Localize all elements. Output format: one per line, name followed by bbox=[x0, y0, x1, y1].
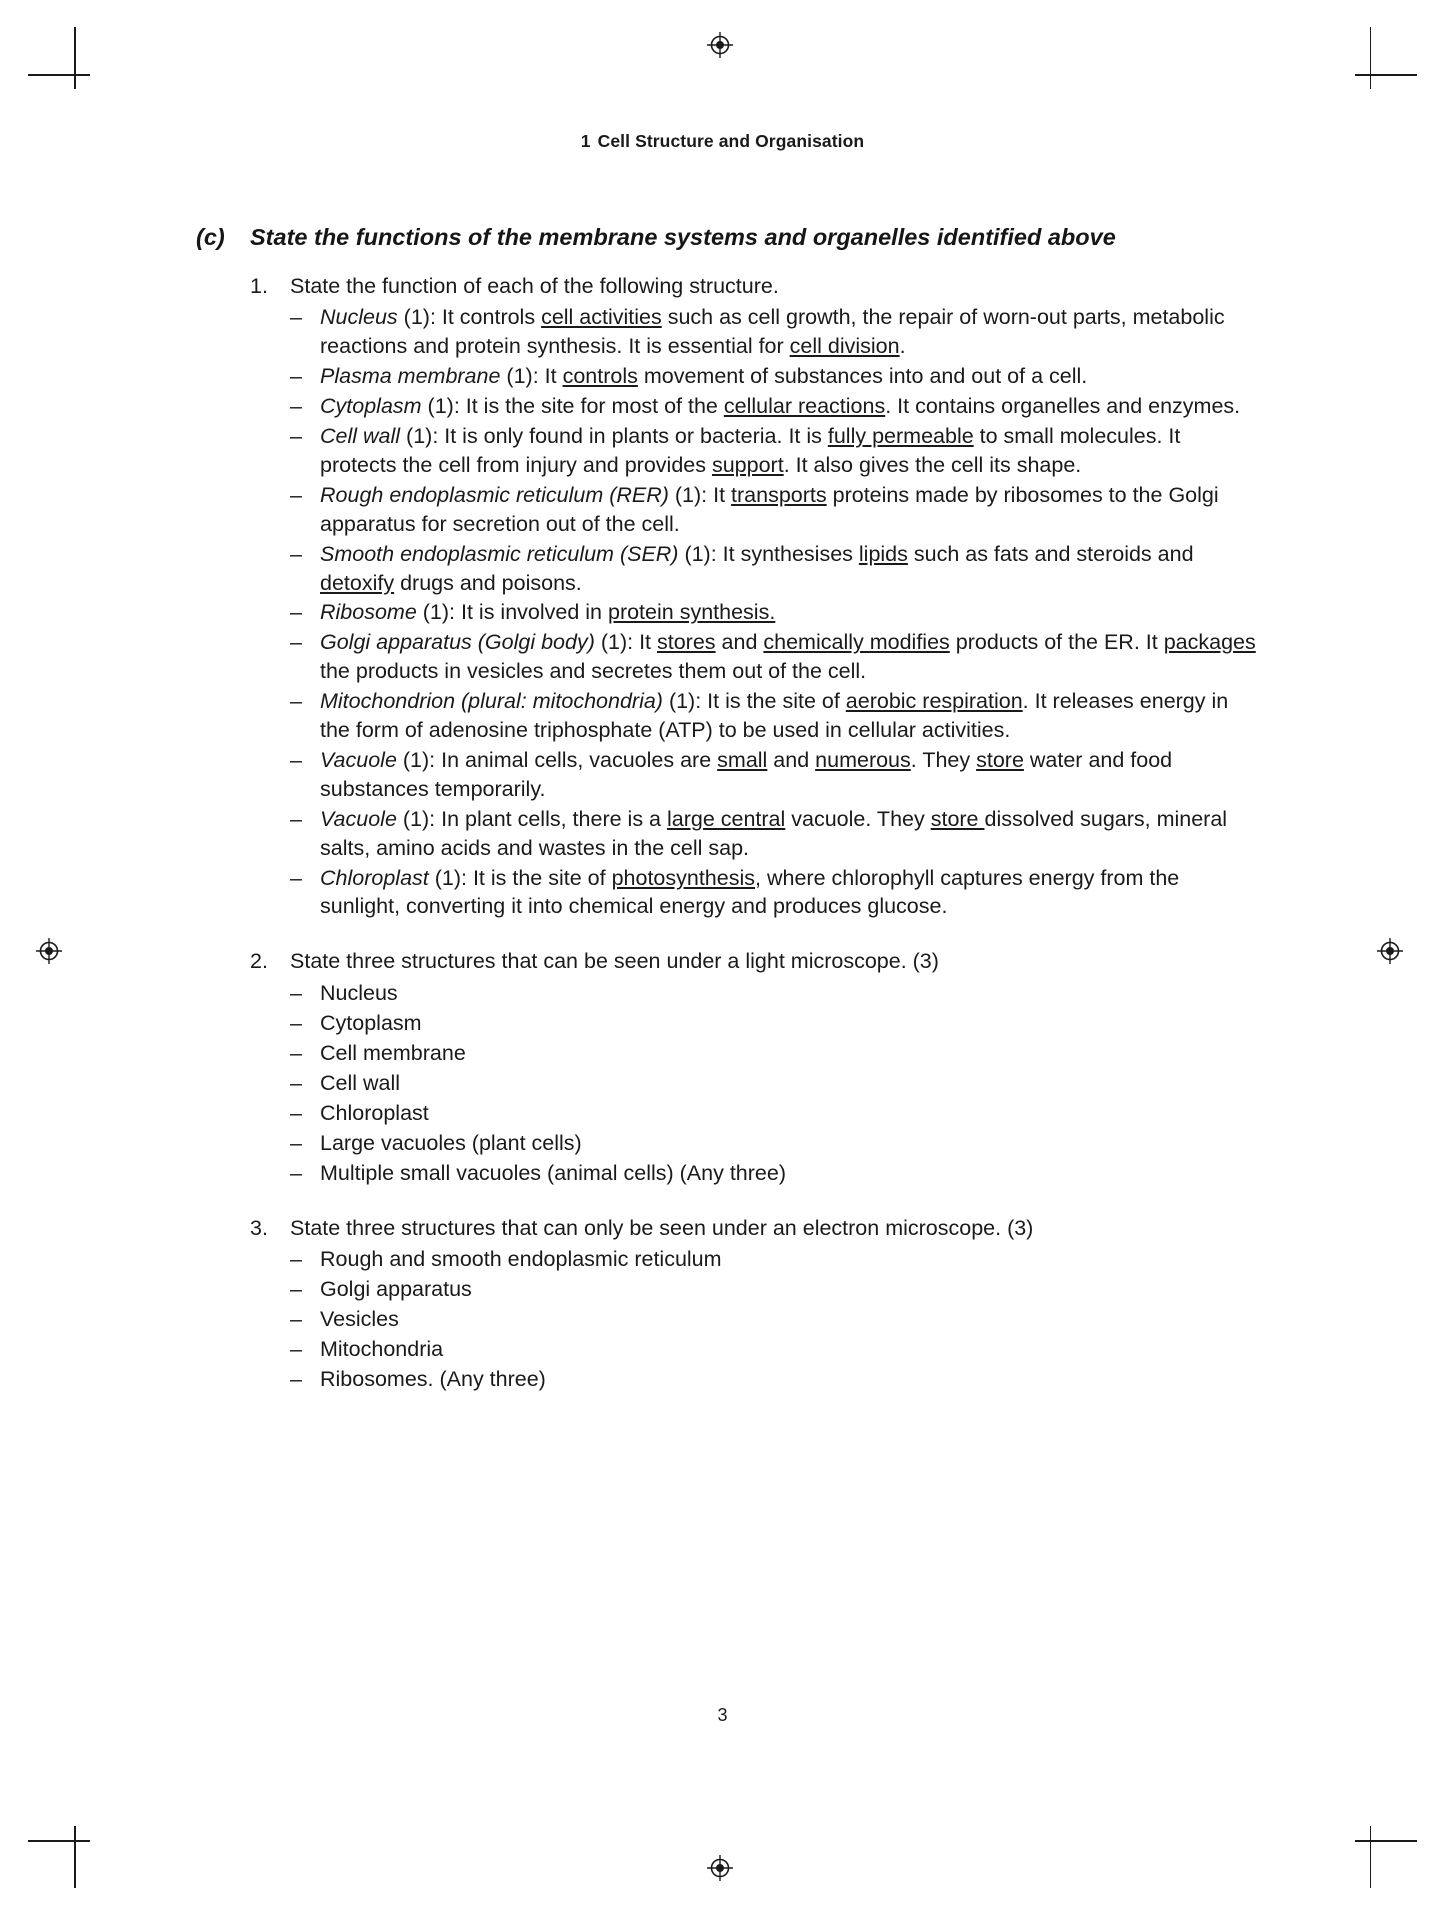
question-3-bullet-list bbox=[290, 1245, 1261, 1394]
organelle-name: Ribosome bbox=[320, 600, 417, 625]
bullet-dash-icon: – bbox=[290, 1160, 302, 1185]
bullet-dash-icon: – bbox=[290, 394, 302, 419]
bullet-dash-icon: – bbox=[290, 305, 302, 330]
list-item-text: Mitochondria bbox=[320, 1337, 444, 1362]
list-item-text: Cell wall bbox=[320, 1070, 401, 1095]
organelle-name: Nucleus bbox=[320, 305, 398, 330]
list-item bbox=[290, 1099, 1261, 1128]
bullet-dash-icon: – bbox=[290, 1100, 302, 1125]
bullet-dash-icon: – bbox=[290, 600, 302, 625]
bullet-dash-icon: – bbox=[290, 1040, 302, 1065]
section-heading bbox=[196, 222, 1261, 253]
organelle-name: Plasma membrane bbox=[320, 364, 501, 389]
list-item bbox=[290, 481, 1261, 539]
list-item-text: Golgi apparatus bbox=[320, 1277, 472, 1302]
list-item-text: Vesicles bbox=[320, 1307, 399, 1332]
bullet-dash-icon: – bbox=[290, 364, 302, 389]
running-header bbox=[0, 131, 1445, 152]
list-item bbox=[290, 1159, 1261, 1188]
list-item bbox=[290, 687, 1261, 745]
list-item-text: Multiple small vacuoles (animal cells) (Any three) bbox=[320, 1160, 786, 1185]
list-item bbox=[290, 1335, 1261, 1364]
list-item-text: Vacuole (1): In animal cells, vacuoles are small and numerous. They store water and food substances temporarily. bbox=[320, 747, 1173, 801]
chapter-number: 1 bbox=[580, 131, 591, 151]
bullet-dash-icon: – bbox=[290, 806, 302, 831]
organelle-name: Cytoplasm bbox=[320, 394, 422, 419]
list-item bbox=[290, 746, 1261, 804]
organelle-name: Chloroplast bbox=[320, 865, 429, 890]
question-1-bullet-list bbox=[290, 303, 1261, 921]
crop-mark-top-left-horizontal bbox=[28, 74, 90, 76]
bullet-dash-icon: – bbox=[290, 1070, 302, 1095]
organelle-name: Rough endoplasmic reticulum (RER) bbox=[320, 482, 669, 507]
chapter-title: Cell Structure and Organisation bbox=[597, 131, 865, 151]
list-item-text: Rough endoplasmic reticulum (RER) (1): It transports proteins made by ribosomes to the Golgi apparatus for secretion out of the cell. bbox=[320, 482, 1219, 536]
bullet-dash-icon: – bbox=[290, 865, 302, 890]
registration-target-icon-top bbox=[707, 32, 733, 58]
question-1 bbox=[250, 272, 1261, 301]
list-item-text: Cytoplasm (1): It is the site for most of the cellular reactions. It contains organelles and enzymes. bbox=[320, 394, 1241, 419]
list-item-text: Nucleus (1): It controls cell activities such as cell growth, the repair of worn-out parts, metabolic reactions and protein synthesis. It is essential for cell division. bbox=[320, 305, 1225, 359]
bullet-dash-icon: – bbox=[290, 630, 302, 655]
list-item-text: Vacuole (1): In plant cells, there is a large central vacuole. They store dissolved sugars, mineral salts, amino acids and wastes in the cell sap. bbox=[320, 806, 1228, 860]
list-item bbox=[290, 1245, 1261, 1274]
bullet-dash-icon: – bbox=[290, 482, 302, 507]
crop-mark-top-left-vertical bbox=[74, 27, 76, 89]
bullet-dash-icon: – bbox=[290, 1011, 302, 1036]
bullet-dash-icon: – bbox=[290, 1277, 302, 1302]
list-item bbox=[290, 303, 1261, 361]
page-number: 3 bbox=[717, 1705, 728, 1725]
registration-target-icon-left bbox=[36, 938, 62, 964]
list-item bbox=[290, 362, 1261, 391]
bullet-dash-icon: – bbox=[290, 981, 302, 1006]
list-item bbox=[290, 1069, 1261, 1098]
question-3 bbox=[250, 1214, 1261, 1243]
list-item bbox=[290, 598, 1261, 627]
bullet-dash-icon: – bbox=[290, 747, 302, 772]
question-2-number: 2. bbox=[250, 949, 268, 974]
organelle-name: Mitochondrion (plural: mitochondria) bbox=[320, 689, 663, 714]
list-item bbox=[290, 1275, 1261, 1304]
organelle-name: Vacuole bbox=[320, 806, 397, 831]
list-item bbox=[290, 864, 1261, 922]
crop-mark-bottom-right-vertical bbox=[1370, 1826, 1372, 1888]
crop-mark-top-right-vertical bbox=[1370, 27, 1372, 89]
bullet-dash-icon: – bbox=[290, 423, 302, 448]
bullet-dash-icon: – bbox=[290, 541, 302, 566]
crop-mark-top-right-horizontal bbox=[1355, 74, 1417, 76]
list-item-text: Plasma membrane (1): It controls movement of substances into and out of a cell. bbox=[320, 364, 1088, 389]
list-item bbox=[290, 1009, 1261, 1038]
bullet-dash-icon: – bbox=[290, 1247, 302, 1272]
organelle-name: Smooth endoplasmic reticulum (SER) bbox=[320, 541, 679, 566]
list-item bbox=[290, 805, 1261, 863]
bullet-dash-icon: – bbox=[290, 1337, 302, 1362]
question-2-text: State three structures that can be seen under a light microscope. (3) bbox=[290, 949, 939, 974]
list-item-text: Golgi apparatus (Golgi body) (1): It stores and chemically modifies products of the ER. It packages the products in vesicles and secretes them out of the cell. bbox=[320, 630, 1256, 684]
crop-mark-bottom-right-horizontal bbox=[1355, 1840, 1417, 1842]
question-3-number: 3. bbox=[250, 1215, 268, 1240]
list-item-text: Mitochondrion (plural: mitochondria) (1): It is the site of aerobic respiration. It releases energy in the form of adenosine triphosphate (ATP) to be used in cellular activities. bbox=[320, 689, 1229, 743]
list-item bbox=[290, 422, 1261, 480]
list-item-text: Large vacuoles (plant cells) bbox=[320, 1130, 582, 1155]
bullet-dash-icon: – bbox=[290, 689, 302, 714]
question-1-text: State the function of each of the following structure. bbox=[290, 273, 779, 298]
list-item-text: Cell membrane bbox=[320, 1040, 466, 1065]
list-item-text: Nucleus bbox=[320, 981, 398, 1006]
list-item bbox=[290, 1129, 1261, 1158]
list-item-text: Smooth endoplasmic reticulum (SER) (1): It synthesises lipids such as fats and steroids and detoxify drugs and poisons. bbox=[320, 541, 1194, 595]
list-item-text: Chloroplast (1): It is the site of photosynthesis, where chlorophyll captures energy from the sunlight, converting it into chemical energy and produces glucose. bbox=[320, 865, 1180, 919]
question-2 bbox=[250, 947, 1261, 976]
list-item bbox=[290, 1305, 1261, 1334]
list-item-text: Rough and smooth endoplasmic reticulum bbox=[320, 1247, 722, 1272]
organelle-name: Vacuole bbox=[320, 747, 397, 772]
question-3-text: State three structures that can only be seen under an electron microscope. (3) bbox=[290, 1215, 1034, 1240]
crop-mark-bottom-left-vertical bbox=[74, 1826, 76, 1888]
bullet-dash-icon: – bbox=[290, 1307, 302, 1332]
registration-target-icon-right bbox=[1377, 938, 1403, 964]
section-label: (c) bbox=[196, 224, 225, 250]
list-item bbox=[290, 392, 1261, 421]
organelle-name: Golgi apparatus (Golgi body) bbox=[320, 630, 595, 655]
bullet-dash-icon: – bbox=[290, 1130, 302, 1155]
question-1-number: 1. bbox=[250, 273, 268, 298]
list-item bbox=[290, 979, 1261, 1008]
section-title: State the functions of the membrane systems and organelles identified above bbox=[250, 224, 1116, 250]
list-item-text: Cytoplasm bbox=[320, 1011, 422, 1036]
list-item-text: Cell wall (1): It is only found in plants or bacteria. It is fully permeable to small molecules. It protects the cell from injury and provides support. It also gives the cell its shape. bbox=[320, 423, 1181, 477]
list-item bbox=[290, 1039, 1261, 1068]
list-item bbox=[290, 1365, 1261, 1394]
list-item bbox=[290, 628, 1261, 686]
bullet-dash-icon: – bbox=[290, 1366, 302, 1391]
organelle-name: Cell wall bbox=[320, 423, 401, 448]
list-item-text: Chloroplast bbox=[320, 1100, 429, 1125]
list-item-text: Ribosomes. (Any three) bbox=[320, 1366, 546, 1391]
crop-mark-bottom-left-horizontal bbox=[28, 1840, 90, 1842]
registration-target-icon-bottom bbox=[707, 1855, 733, 1881]
page-content bbox=[196, 222, 1261, 1395]
question-2-bullet-list bbox=[290, 979, 1261, 1187]
list-item bbox=[290, 540, 1261, 598]
list-item-text: Ribosome (1): It is involved in protein synthesis. bbox=[320, 600, 776, 625]
